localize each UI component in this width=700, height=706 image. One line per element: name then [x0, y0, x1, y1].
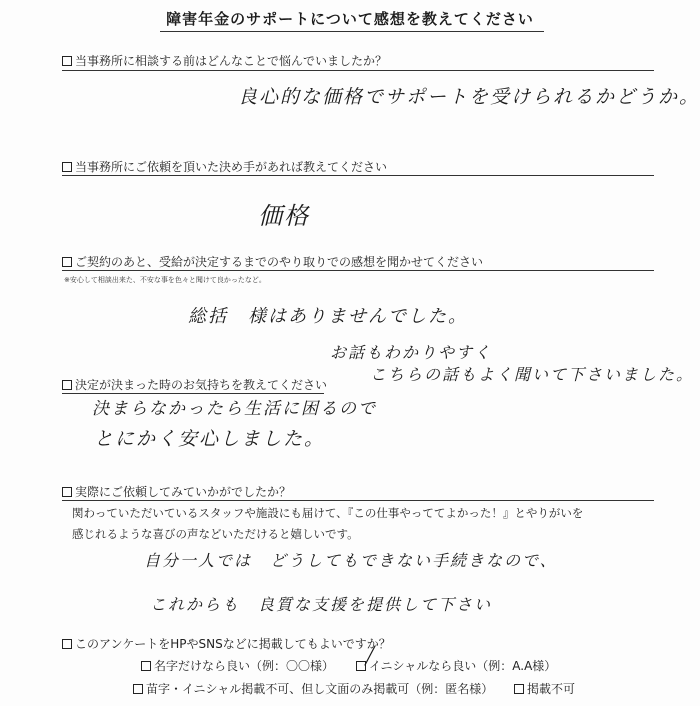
handwritten-check-mark-icon	[359, 645, 377, 667]
option-initials-label: イニシャルなら良い（例：A.A様）	[369, 659, 557, 673]
answer-4-line-2: とにかく安心しました。	[94, 428, 326, 450]
question-2-rule	[62, 175, 654, 176]
answer-2-line-1: 価格	[258, 202, 310, 230]
question-3-note: ※安心して相談出来た、不安な事を色々と聞けて良かったなど。	[64, 276, 266, 284]
question-4	[62, 376, 327, 393]
question-3-rule	[62, 270, 654, 271]
checkbox-icon	[62, 639, 72, 649]
answer-5-line-2: これからも 良質な支援を提供して下さい	[150, 595, 493, 614]
option-text-only[interactable]	[133, 680, 493, 697]
option-not-allowed[interactable]	[514, 680, 575, 697]
checkbox-icon	[62, 487, 72, 497]
title-underline	[160, 31, 544, 32]
question-1-label: 当事務所に相談する前はどんなことで悩んでいましたか？	[75, 54, 388, 68]
answer-1-line-1: 良心的な価格でサポートを受けられるかどうか。	[238, 86, 700, 108]
option-surname-only[interactable]	[141, 657, 334, 674]
question-2	[62, 158, 387, 175]
question-1	[62, 52, 387, 69]
question-5-body-line-2: 感じれるような喜びの声などいただけると嬉しいです。	[72, 527, 359, 541]
answer-3-line-2: お話もわかりやすく	[330, 343, 493, 362]
option-checkbox-icon[interactable]	[514, 684, 524, 694]
answer-4-line-1: 決まらなかったら生活に困るので	[92, 399, 377, 419]
checkbox-icon	[62, 56, 72, 66]
checkbox-icon	[62, 257, 72, 267]
question-2-label: 当事務所にご依頼を頂いた決め手があれば教えてください	[75, 160, 388, 174]
question-3	[62, 253, 483, 270]
question-1-rule	[62, 70, 654, 71]
option-surname-only-label: 名字だけなら良い（例：〇〇様）	[154, 659, 335, 673]
option-checkbox-icon[interactable]	[141, 661, 151, 671]
question-6	[62, 635, 391, 652]
question-5-rule	[62, 500, 654, 501]
option-not-allowed-label: 掲載不可	[527, 682, 576, 696]
option-text-only-label: 苗字・イニシャル掲載不可、但し文面のみ掲載可（例：匿名様）	[146, 682, 494, 696]
answer-3-line-3: こちらの話もよく聞いて下さいました。	[370, 365, 695, 384]
option-checkbox-icon[interactable]	[133, 684, 143, 694]
question-4-label: 決定が決まった時のお気持ちを教えてください	[75, 378, 328, 392]
option-initials[interactable]	[356, 657, 556, 674]
question-6-label: このアンケートをHPやSNSなどに掲載してもよいですか？	[75, 637, 391, 651]
question-5-label: 実際にご依頼してみていかがでしたか？	[75, 485, 292, 499]
answer-3-line-1: 総括 様はありませんでした。	[188, 306, 468, 327]
page-title: 障害年金のサポートについて感想を教えてください	[166, 10, 534, 28]
question-5	[62, 483, 291, 500]
checkbox-icon	[62, 380, 72, 390]
question-3-label: ご契約のあと、受給が決定するまでのやり取りでの感想を聞かせてください	[75, 255, 484, 269]
checkbox-icon	[62, 162, 72, 172]
answer-5-line-1: 自分一人では どうしてもできない手続きなので、	[144, 551, 558, 570]
question-5-body-line-1: 関わっていただいているスタッフや施設にも届けて、『この仕事やっててよかった！』とやりがいを	[72, 506, 584, 520]
